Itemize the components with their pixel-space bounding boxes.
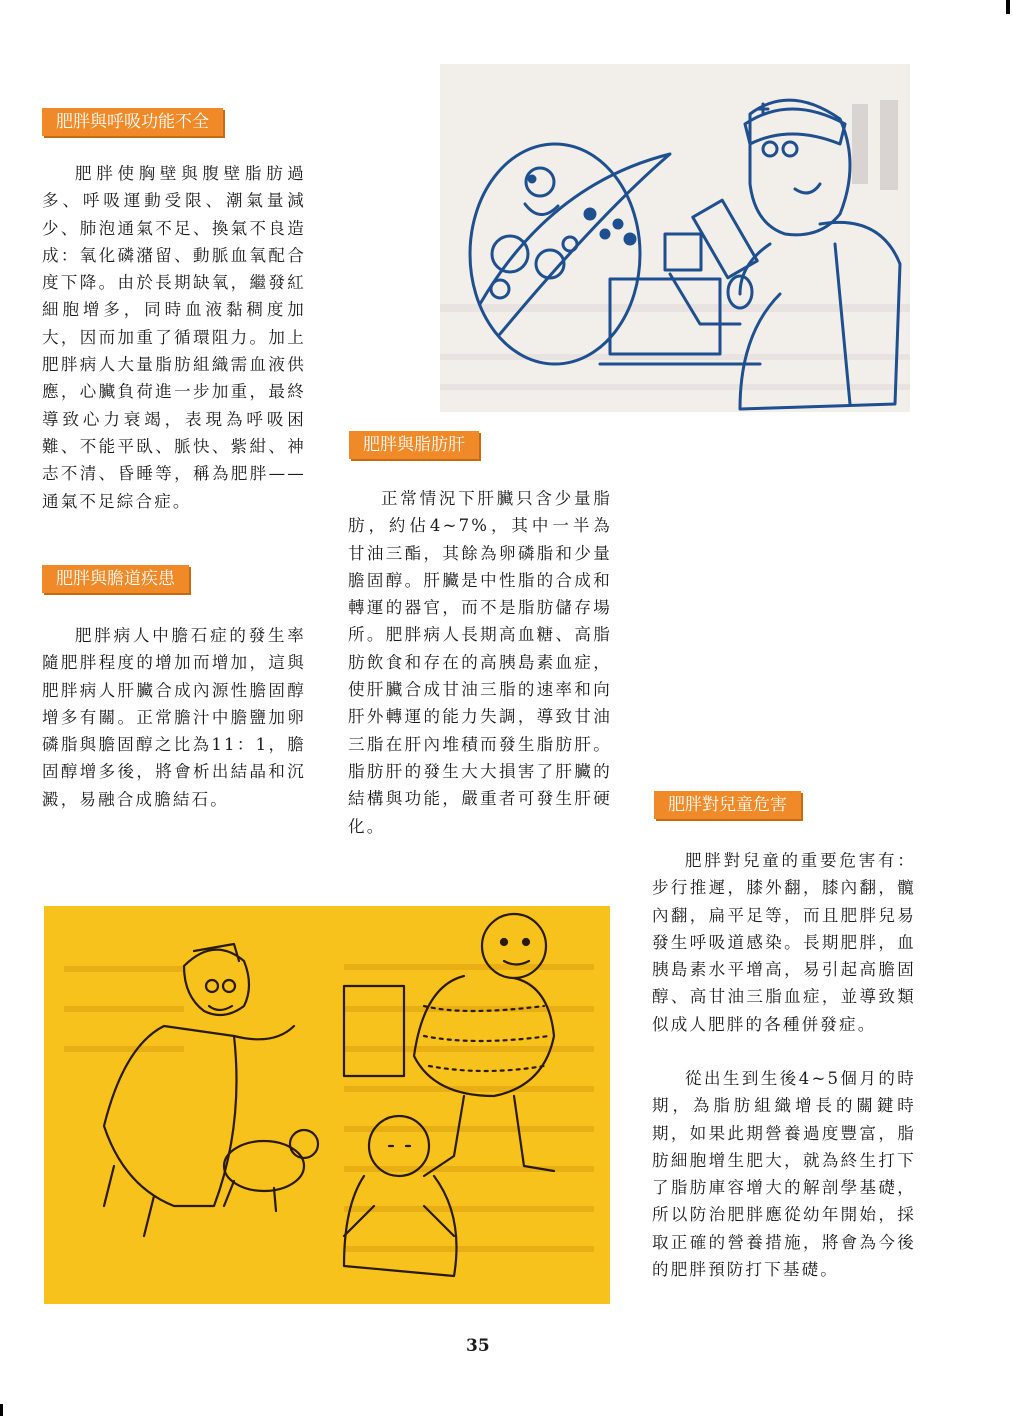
scan-mark-bottom-left xyxy=(0,1404,3,1416)
paragraph-gallbladder: 肥胖病人中膽石症的發生率隨肥胖程度的增加而增加，這與肥胖病人肝臟合成內源性膽固醇增多有關。正常膽汁中膽鹽加卵磷脂與膽固醇之比為11：1，膽固醇增多後，將會析出結晶和沉澱，易融合成膽結石。 xyxy=(42,626,306,809)
section-title-children: 肥胖對兒童危害 xyxy=(654,791,801,819)
scan-mark-top-right xyxy=(1006,0,1010,14)
cartoon-doctor-microscope xyxy=(440,64,910,412)
paragraph-fatty-liver: 正常情況下肝臟只含少量脂肪，約佔4~7%，其中一半為甘油三酯，其餘為卵磷脂和少量膽固醇。肝臟是中性脂的合成和轉運的器官，而不是脂肪儲存場所。肥胖病人長期高血糖、高脂肪飲食和存在的高胰島素血症，使肝臟合成甘油三脂的速率和向肝外轉運的能力失調，導致甘油三脂在肝內堆積而發生脂肪肝。脂肪肝的發生大大損害了肝臟的結構與功能，嚴重者可發生肝硬化。 xyxy=(348,489,612,836)
paragraph-respiratory: 肥胖使胸壁與腹壁脂肪過多、呼吸運動受限、潮氣量減少、肺泡通氣不足、換氣不良造成：氧化磷潴留、動脈血氧配合度下降。由於長期缺氧，繼發紅細胞增多，同時血液黏稠度加大，因而加重了循環阻力。加上肥胖病人大量脂肪組織需血液供應，心臟負荷進一步加重，最終導致心力衰竭，表現為呼吸困難、不能平臥、脈快、紫紺、神志不清、昏睡等，稱為肥胖——通氣不足綜合症。 xyxy=(42,164,306,511)
page-number: 35 xyxy=(466,1336,490,1356)
section-title-respiratory: 肥胖與呼吸功能不全 xyxy=(42,108,223,136)
paragraph-children-2: 從出生到生後4~5個月的時期，為脂肪組織增長的關鍵時期，如果此期營養過度豐富，脂肪細胞增生肥大，就為終生打下了脂肪庫容增大的解剖學基礎，所以防治肥胖應從幼年開始，採取正確的營養措施，將會為今後的肥胖預防打下基礎。 xyxy=(652,1069,916,1280)
cartoon-doctor-children xyxy=(44,906,610,1304)
section-title-gallbladder: 肥胖與膽道疾患 xyxy=(42,565,189,593)
section-title-fatty-liver: 肥胖與脂肪肝 xyxy=(349,431,479,459)
paragraph-children-1: 肥胖對兒童的重要危害有：步行推遲，膝外翻，膝內翻，髖內翻，扁平足等，而且肥胖兒易發生呼吸道感染。長期肥胖，血胰島素水平增高，易引起高膽固醇、高甘油三脂血症，並導致類似成人肥胖的各種併發症。 xyxy=(652,851,916,1034)
